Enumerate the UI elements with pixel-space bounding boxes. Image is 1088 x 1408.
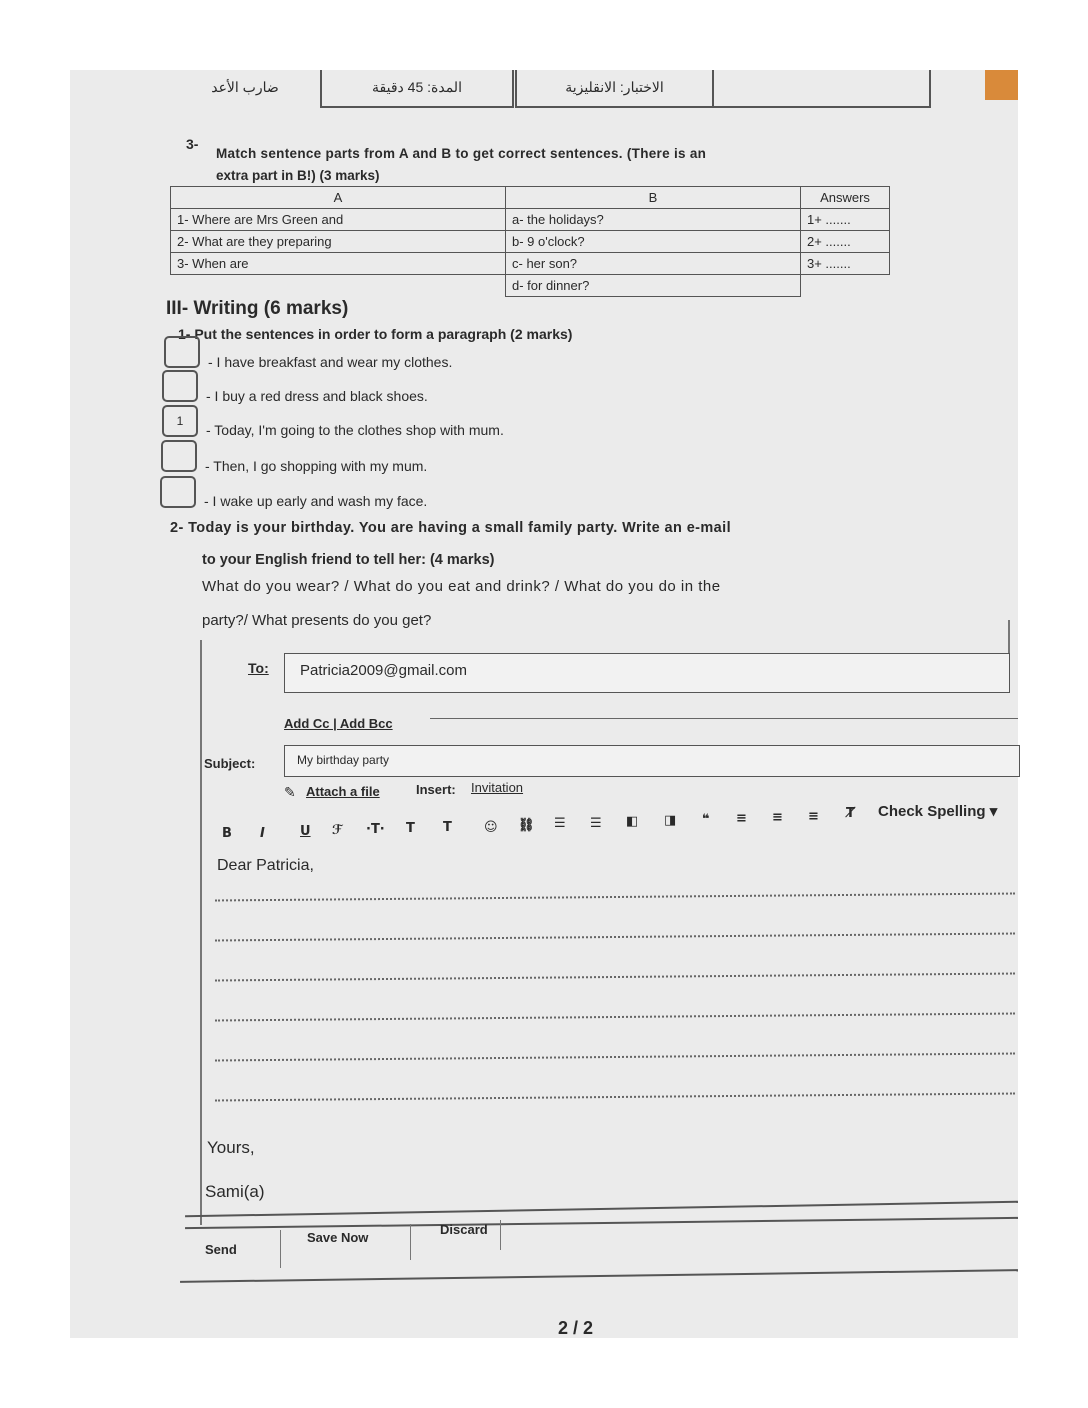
order-sentence: - I wake up early and wash my face. — [204, 493, 428, 509]
quote-icon[interactable]: ❝ — [702, 812, 710, 827]
order-box[interactable] — [164, 336, 200, 368]
header-cell-duration: المدة: 45 دقيقة — [320, 70, 514, 108]
underline-icon[interactable]: U — [300, 824, 311, 839]
order-sentence: - I buy a red dress and black shoes. — [206, 388, 428, 404]
discard-button[interactable]: Discard — [440, 1222, 488, 1237]
order-sentence: - Today, I'm going to the clothes shop with mum. — [206, 422, 504, 438]
remove-format-icon[interactable]: Ⱦ — [846, 806, 855, 821]
answer-cell[interactable]: 1+ ....... — [801, 209, 890, 231]
divider — [410, 1224, 411, 1260]
subject-value: My birthday party — [297, 753, 390, 767]
order-box[interactable] — [160, 476, 196, 508]
highlight-icon[interactable]: T — [443, 820, 452, 835]
subject-field[interactable] — [284, 745, 1020, 777]
email-signature: Sami(a) — [205, 1182, 265, 1201]
exam-header — [130, 70, 930, 108]
divider — [430, 718, 1018, 719]
emoji-icon[interactable]: ☺ — [484, 820, 498, 835]
text-color-icon[interactable]: T — [406, 821, 415, 836]
answer-cell — [801, 275, 890, 297]
part-b-cell: a- the holidays? — [506, 209, 801, 231]
to-label: To: — [248, 660, 269, 676]
part-b-cell: d- for dinner? — [506, 275, 801, 297]
subject-label: Subject: — [204, 756, 256, 771]
align-left-icon[interactable]: ≡ — [736, 811, 747, 826]
indent-icon[interactable]: ◨ — [664, 813, 677, 828]
save-now-button[interactable]: Save Now — [307, 1230, 369, 1245]
column-a-header: A — [171, 187, 506, 209]
order-sentence: - Then, I go shopping with my mum. — [205, 458, 428, 474]
part-a-cell: 1- Where are Mrs Green and — [171, 209, 506, 231]
email-prompts: What do you wear? / What do you eat and drink? / What do you do in the — [202, 578, 721, 595]
bullet-list-icon[interactable]: ☰ — [590, 816, 602, 831]
font-icon[interactable]: ℱ — [332, 823, 343, 838]
email-instruction-2: to your English friend to tell her: (4 marks) — [202, 552, 495, 568]
table-row — [171, 253, 890, 275]
match-table — [170, 186, 890, 297]
order-box[interactable] — [162, 370, 198, 402]
match-instruction: Match sentence parts from A and B to get correct sentences. (There is an — [216, 146, 707, 161]
header-cell-subject: الاختبار: الانقليزية — [515, 70, 714, 108]
order-box[interactable]: 1 — [162, 405, 198, 437]
numbered-list-icon[interactable]: ☰ — [554, 816, 566, 831]
column-b-header: B — [506, 187, 801, 209]
email-instruction: 2- Today is your birthday. You are having a small family party. Write an e-mail — [170, 520, 732, 536]
part-a-cell: 2- What are they preparing — [171, 231, 506, 253]
part-b-cell: c- her son? — [506, 253, 801, 275]
add-cc-bcc-link[interactable]: Add Cc | Add Bcc — [284, 716, 393, 731]
insert-label: Insert: — [416, 782, 456, 797]
email-closing: Yours, — [207, 1138, 255, 1157]
part-b-cell: b- 9 o'clock? — [506, 231, 801, 253]
header-cell-empty — [712, 70, 931, 108]
outdent-icon[interactable]: ◧ — [626, 814, 639, 829]
answer-cell[interactable]: 3+ ....... — [801, 253, 890, 275]
to-value: Patricia2009@gmail.com — [300, 662, 467, 679]
table-row — [171, 209, 890, 231]
send-button[interactable]: Send — [205, 1242, 237, 1257]
check-spelling-button[interactable]: Check Spelling ▾ — [878, 803, 998, 820]
email-greeting: Dear Patricia, — [217, 857, 314, 874]
link-icon[interactable]: ⛓ — [518, 818, 535, 833]
order-box[interactable] — [161, 440, 197, 472]
part-a-cell: 3- When are — [171, 253, 506, 275]
answers-header: Answers — [801, 187, 890, 209]
to-field[interactable] — [284, 653, 1010, 693]
table-row — [171, 231, 890, 253]
font-size-icon[interactable]: ·T· — [366, 822, 385, 837]
italic-icon[interactable]: I — [260, 826, 265, 841]
align-center-icon[interactable]: ≡ — [772, 810, 783, 825]
part-a-cell — [171, 275, 506, 297]
match-instruction-2: extra part in B!) (3 marks) — [216, 168, 380, 183]
table-row — [171, 275, 890, 297]
composer-left-border — [200, 640, 202, 1225]
header-cell-name: ضارب الأعد — [170, 70, 322, 106]
bold-icon[interactable]: B — [222, 826, 232, 841]
paperclip-icon: ✎ — [284, 784, 296, 800]
answer-cell[interactable]: 2+ ....... — [801, 231, 890, 253]
order-instruction: 1- Put the sentences in order to form a paragraph (2 marks) — [178, 326, 573, 342]
question-number: 3- — [186, 136, 199, 152]
divider — [500, 1220, 501, 1250]
page-number: 2 / 2 — [558, 1318, 594, 1338]
divider — [280, 1230, 281, 1268]
background-edge — [985, 70, 1018, 100]
attach-file-link[interactable]: Attach a file — [306, 784, 380, 799]
email-prompts-2: party?/ What presents do you get? — [202, 612, 432, 629]
writing-title: III- Writing (6 marks) — [166, 298, 349, 319]
invitation-link[interactable]: Invitation — [471, 780, 524, 795]
align-right-icon[interactable]: ≡ — [808, 809, 819, 824]
order-sentence: - I have breakfast and wear my clothes. — [208, 354, 453, 370]
